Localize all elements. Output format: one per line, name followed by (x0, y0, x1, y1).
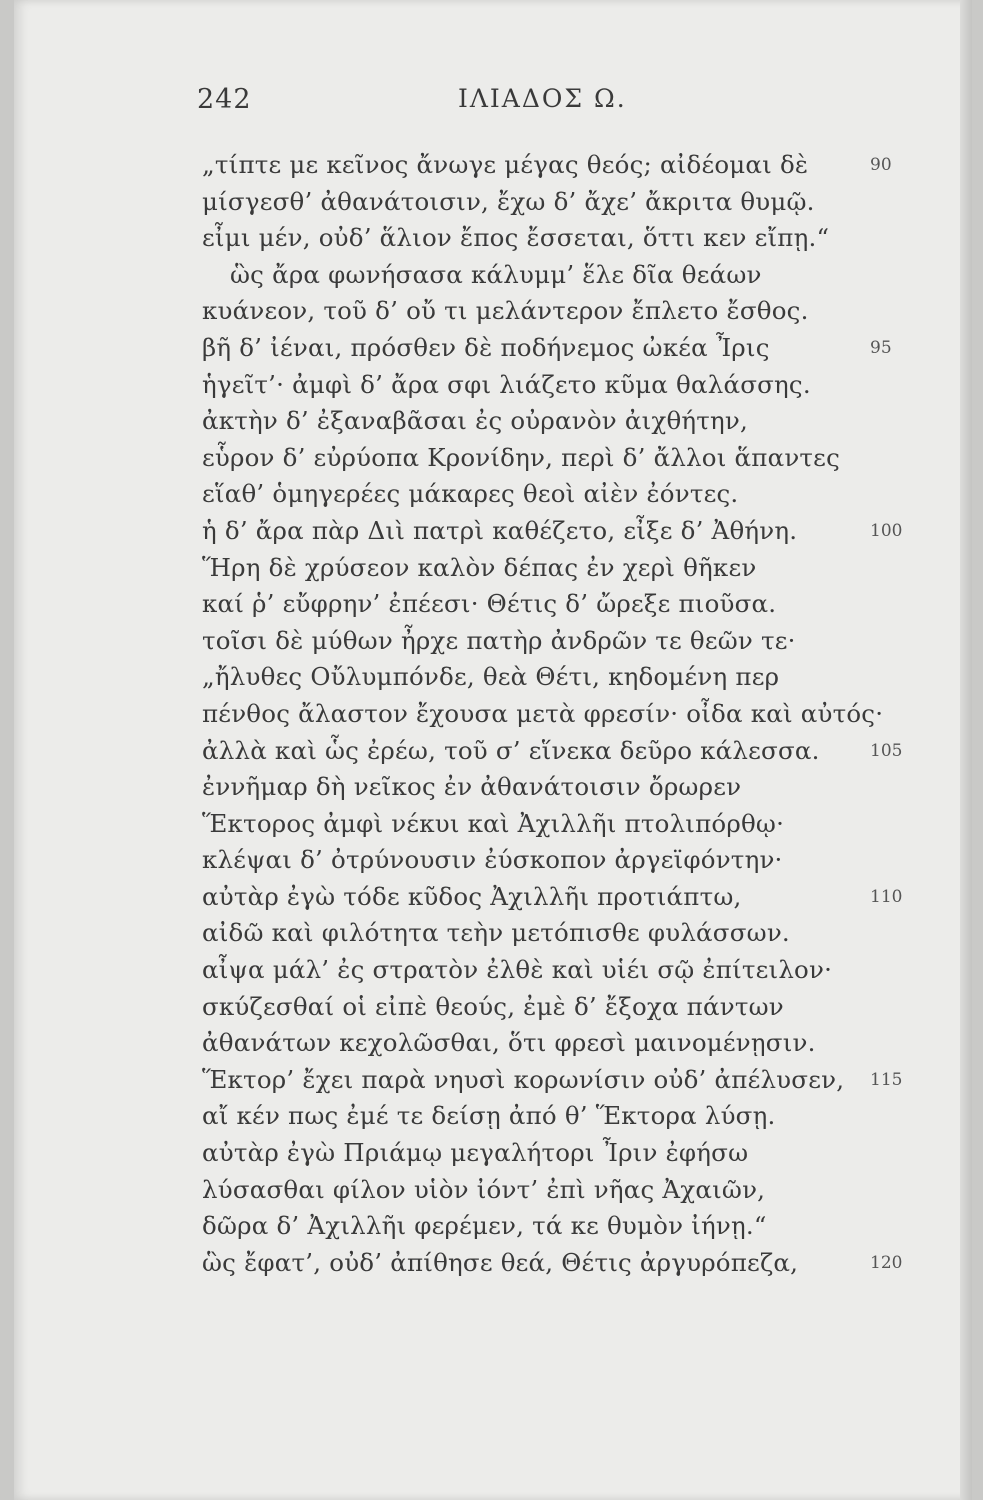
verse-text-block (14, 147, 972, 1281)
verse-line (14, 403, 972, 440)
verse-line (14, 1025, 972, 1062)
verse-line (14, 806, 972, 843)
verse-line (14, 257, 972, 294)
verse-line-text: ἀθανάτων κεχολῶσθαι, ὅτι φρεσὶ μαινομένῃσιν. (202, 1028, 816, 1058)
verse-line-text: αἰδῶ καὶ φιλότητα τεὴν μετόπισθε φυλάσσων. (202, 918, 790, 948)
line-number: 90 (870, 155, 892, 175)
verse-line-text: Ἥρη δὲ χρύσεον καλὸν δέπας ἐν χερὶ θῆκεν (202, 552, 757, 582)
verse-line-text: σκύζεσθαί οἱ εἰπὲ θεούς, ἐμὲ δ’ ἔξοχα πάντων (202, 991, 784, 1021)
verse-line (14, 733, 972, 770)
verse-line (14, 513, 972, 550)
page-number: 242 (197, 84, 252, 115)
page-header (14, 78, 972, 118)
verse-line (14, 1135, 972, 1172)
verse-line (14, 1245, 972, 1282)
verse-line (14, 184, 972, 221)
verse-line (14, 696, 972, 733)
verse-line-text: ὣς ἄρα φωνήσασα κάλυμμ’ ἕλε δῖα θεάων (230, 259, 762, 289)
line-number: 105 (870, 740, 903, 761)
verse-line-text: αἴ κέν πως ἐμέ τε δείσῃ ἀπό θ’ Ἕκτορα λύσῃ. (202, 1101, 776, 1131)
verse-line-text: λύσασθαι φίλον υἱὸν ἰόντ’ ἐπὶ νῆας Ἀχαιῶν, (202, 1174, 766, 1204)
verse-line-text: Ἕκτορ’ ἔχει παρὰ νηυσὶ κορωνίσιν οὐδ’ ἀπέλυσεν, (202, 1064, 845, 1094)
verse-line-text: εἶμι μέν, οὐδ’ ἅλιον ἔπος ἔσσεται, ὅττι κεν εἴπῃ.“ (202, 223, 830, 253)
verse-line-text: Ἕκτορος ἀμφὶ νέκυι καὶ Ἀχιλλῆι πτολιπόρθῳ· (202, 808, 785, 838)
verse-line (14, 440, 972, 477)
verse-line-text: καί ῥ’ εὔφρην’ ἐπέεσι· Θέτις δ’ ὤρεξε πιοῦσα. (202, 589, 777, 619)
verse-line-text: τοῖσι δὲ μύθων ἦρχε πατὴρ ἀνδρῶν τε θεῶν τε· (202, 625, 796, 655)
verse-line (14, 952, 972, 989)
verse-line-text: ἐννῆμαρ δὴ νεῖκος ἐν ἀθανάτοισιν ὄρωρεν (202, 772, 742, 802)
verse-line (14, 330, 972, 367)
verse-line-text: ἡγεῖτ’· ἀμφὶ δ’ ἄρα σφι λιάζετο κῦμα θαλάσσης. (202, 369, 811, 399)
verse-line (14, 659, 972, 696)
verse-line (14, 1062, 972, 1099)
verse-line-text: αὐτὰρ ἐγὼ τόδε κῦδος Ἀχιλλῆι προτιάπτω, (202, 881, 742, 911)
verse-line-text: ὣς ἔφατ’, οὐδ’ ἀπίθησε θεά, Θέτις ἀργυρόπεζα, (202, 1247, 799, 1277)
book-page (14, 0, 972, 1500)
verse-line (14, 293, 972, 330)
verse-line-text: εὗρον δ’ εὐρύοπα Κρονίδην, περὶ δ’ ἄλλοι ἅπαντες (202, 442, 840, 472)
verse-line-text: ἡ δ’ ἄρα πὰρ Διὶ πατρὶ καθέζετο, εἶξε δ’ Ἀθήνη. (202, 515, 798, 545)
line-number: 110 (870, 886, 903, 907)
verse-line-text: εἵαθ’ ὁμηγερέες μάκαρες θεοὶ αἰὲν ἐόντες. (202, 479, 739, 509)
verse-line (14, 586, 972, 623)
verse-line-text: βῆ δ’ ἰέναι, πρόσθεν δὲ ποδήνεμος ὠκέα Ἶρις (202, 332, 770, 362)
line-number: 95 (870, 337, 892, 358)
verse-line (14, 915, 972, 952)
verse-line-text: μίσγεσθ’ ἀθανάτοισιν, ἔχω δ’ ἄχε’ ἄκριτα θυμῷ. (202, 186, 815, 216)
verse-line-text: κλέψαι δ’ ὀτρύνουσιν ἐύσκοπον ἀργεϊφόντην· (202, 845, 783, 875)
verse-line-text: ἀλλὰ καὶ ὧς ἐρέω, τοῦ σ’ εἵνεκα δεῦρο κάλεσσα. (202, 735, 820, 765)
verse-line-text: πένθος ἄλαστον ἔχουσα μετὰ φρεσίν· οἶδα καὶ αὐτός· (202, 698, 884, 728)
line-number: 100 (870, 520, 903, 541)
line-number: 120 (870, 1252, 903, 1273)
verse-line (14, 989, 972, 1026)
verse-line (14, 842, 972, 879)
verse-line (14, 1172, 972, 1209)
line-number: 115 (870, 1069, 903, 1090)
running-title: ΙΛΙΑΔΟΣ Ω. (458, 84, 627, 113)
verse-line (14, 147, 972, 184)
verse-line-text: „τίπτε με κεῖνος ἄνωγε μέγας θεός; αἰδέομαι δὲ (202, 150, 809, 179)
verse-line (14, 879, 972, 916)
verse-line-text: κυάνεον, τοῦ δ’ οὔ τι μελάντερον ἔπλετο ἔσθος. (202, 296, 809, 326)
verse-line-text: αἶψα μάλ’ ἐς στρατὸν ἐλθὲ καὶ υἱέι σῷ ἐπίτειλον· (202, 955, 833, 985)
verse-line (14, 623, 972, 660)
verse-line-text: „ἤλυθες Οὔλυμπόνδε, θεὰ Θέτι, κηδομένη περ (202, 662, 780, 692)
verse-line (14, 476, 972, 513)
verse-line (14, 1208, 972, 1245)
verse-line (14, 367, 972, 404)
verse-line (14, 550, 972, 587)
verse-line (14, 220, 972, 257)
verse-line-text: δῶρα δ’ Ἀχιλλῆι φερέμεν, τά κε θυμὸν ἰήνῃ.“ (202, 1211, 767, 1241)
verse-line (14, 1098, 972, 1135)
verse-line (14, 769, 972, 806)
verse-line-text: ἀκτὴν δ’ ἐξαναβᾶσαι ἐς οὐρανὸν ἀιχθήτην, (202, 406, 749, 436)
verse-line-text: αὐτὰρ ἐγὼ Πριάμῳ μεγαλήτορι Ἶριν ἐφήσω (202, 1138, 749, 1168)
